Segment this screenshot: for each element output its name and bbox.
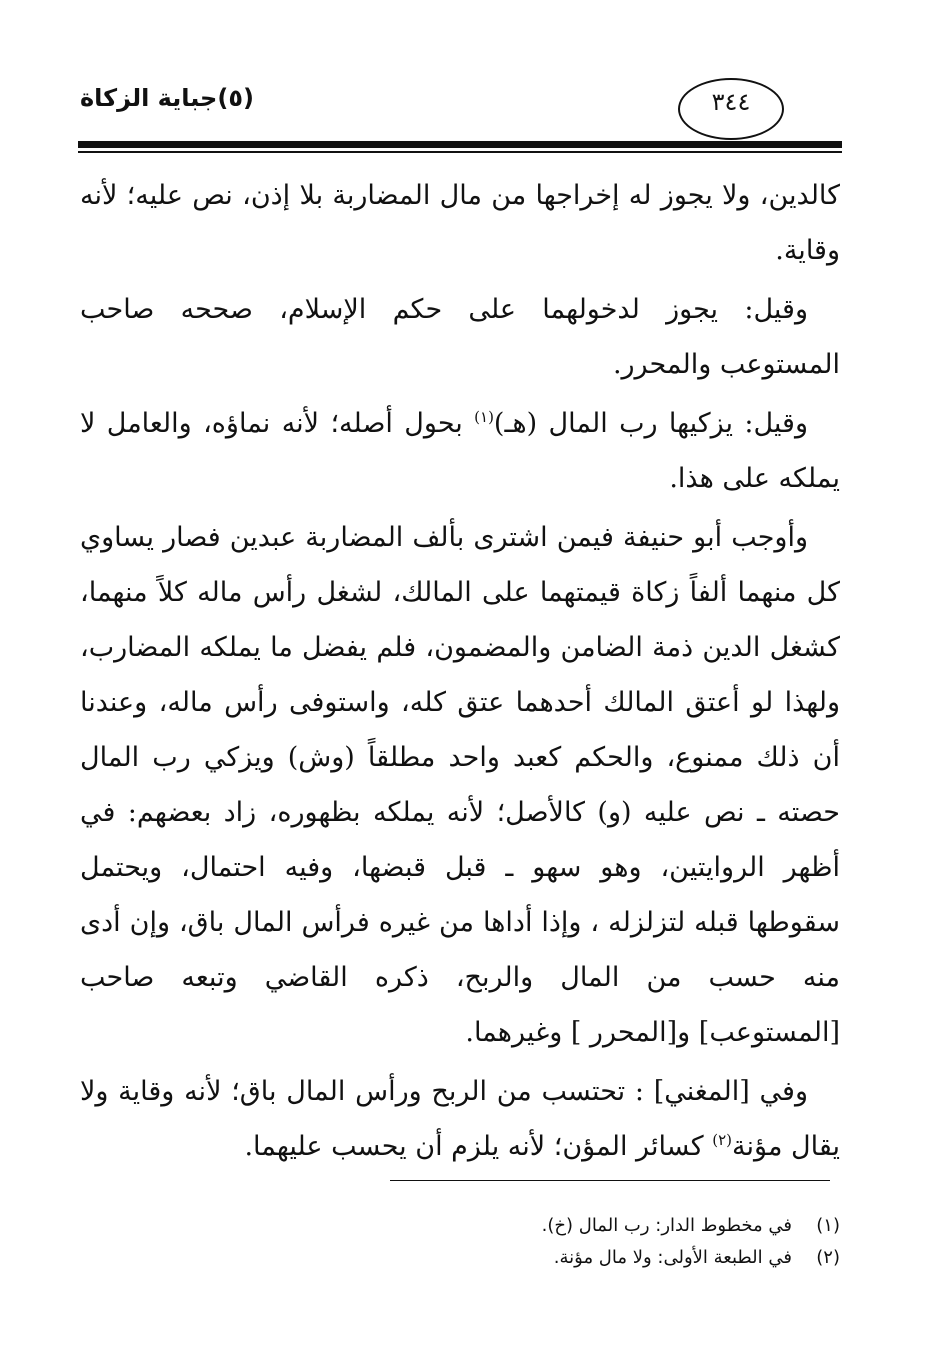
paragraph-2: وقيل: يجوز لدخولهما على حكم الإسلام، صححه صاحب المستوعب والمحرر. <box>80 294 840 380</box>
paragraph-3-part-b: بحول أصله؛ لأنه نماؤه، والعامل لا يملكه على هذا. <box>80 408 840 494</box>
paragraph-4: وأوجب أبو حنيفة فيمن اشترى بألف المضاربة عبدين فصار يساوي كل منهما ألفاً زكاة قيمتهما على المالك، لشغل رأس ماله كلاً منهما، كشغل الدين ذمة الضامن والمضمون، فلم يفضل ما يملكه المضارب، ولهذا لو أعتق المالك أحدهما عتق كله، واستوفى رأس ماله، وعندنا أن ذلك ممنوع، والحكم كعبد واحد مطلقاً (وش) ويزكي رب المال حصته ـ نص عليه (و) كالأصل؛ لأنه يملكه بظهوره، زاد بعضهم: في أظهر الروايتين، وهو سهو ـ قبل قبضها، وفيه احتمال، ويحتمل سقوطها قبله لتزلزله ، وإذا أداها من غيره فرأس المال باق، وإن أدى منه حسب من المال والربح، ذكره القاضي وتبعه صاحب [المستوعب] و[المحرر ] وغيرهما. <box>80 522 840 1048</box>
footnote-2 <box>400 1242 840 1274</box>
paragraph-3 <box>80 396 840 506</box>
footnote-number: (٢) <box>816 1247 840 1268</box>
main-text <box>80 168 840 1174</box>
page-number: ٣٤٤ <box>711 88 751 116</box>
paragraph-3-part-a: وقيل: يزكيها رب المال (هـ) <box>493 408 808 439</box>
paragraph-5 <box>80 1064 840 1174</box>
header-rule-thick <box>78 141 842 148</box>
footnote-number: (١) <box>816 1215 840 1236</box>
footnote-text: في مخطوط الدار: رب المال (خ). <box>541 1215 792 1236</box>
paragraph-1: كالدين، ولا يجوز له إخراجها من مال المضاربة بلا إذن، نص عليه؛ لأنه وقاية. <box>80 180 840 266</box>
footnote-ref-2: (٢) <box>712 1131 732 1149</box>
header-rule-thin <box>78 151 842 153</box>
footnote-separator <box>390 1180 830 1181</box>
running-header-title: (٥)جباية الزكاة <box>80 84 254 112</box>
footnote-text: في الطبعة الأولى: ولا مال مؤنة. <box>553 1247 792 1268</box>
footnotes <box>400 1210 840 1274</box>
paragraph-5-part-b: كسائر المؤن؛ لأنه يلزم أن يحسب عليهما. <box>244 1131 713 1162</box>
footnote-1 <box>400 1210 840 1242</box>
footnote-ref-1: (١) <box>474 408 494 426</box>
paragraph-5-part-a: وفي [المغني] : تحتسب من الربح ورأس المال باق؛ لأنه وقاية ولا يقال مؤنة <box>80 1076 840 1162</box>
